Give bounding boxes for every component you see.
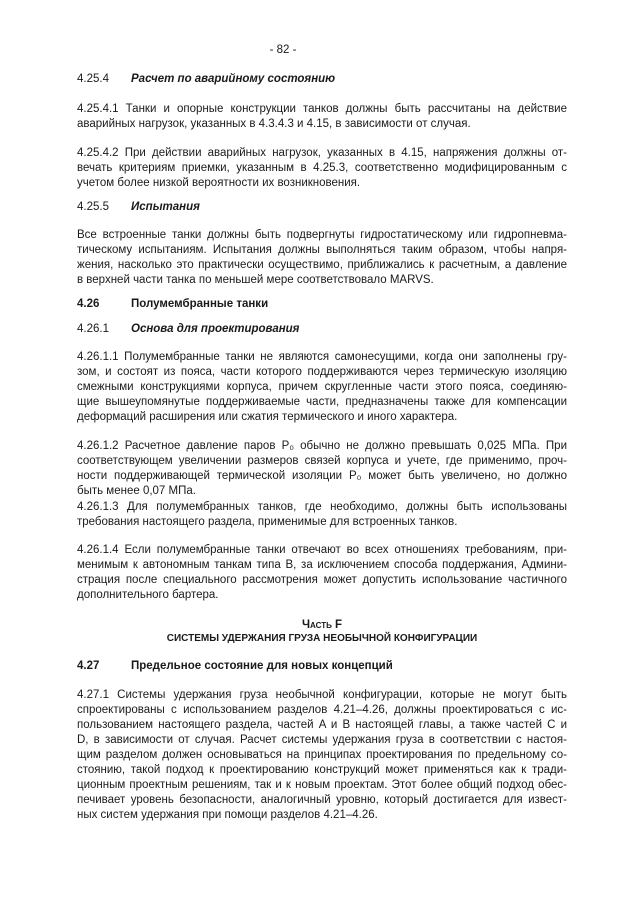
paragraph-line: ных систем удержания при помощи разделов 4.21–4.26.: [77, 809, 378, 821]
page-number: - 82 -: [269, 44, 297, 56]
paragraph-line: 4.26.1.3 Для полумембранных танков, где необходимо, должны быть использованы: [77, 501, 567, 513]
section-number: 4.27: [77, 660, 100, 672]
section-number: 4.26: [77, 298, 100, 310]
paragraph-line: щие вышеупомянутые поддерживаемые части, предназначены также для компенсации: [77, 396, 567, 408]
paragraph-line: 4.27.1 Системы удержания груза необычной конфигурации, которые не могут быть: [77, 689, 567, 701]
paragraph-line: деформаций расширения или сжатия термического и иного характера.: [77, 411, 458, 423]
section-title: Испытания: [131, 201, 200, 213]
paragraph-line: аварийных нагрузок, указанных в 4.3.4.3 и 4.15, в зависимости от случая.: [77, 118, 471, 130]
heading-4-25-4: [77, 72, 567, 86]
section-number: 4.25.5: [77, 201, 109, 213]
paragraph-line: вечать критериям приемки, указанным в 4.25.3, соответственно модифицированным с: [77, 162, 567, 174]
paragraph-line: стоянию, такой подход к проектированию конструкций может применяться как к тради-: [77, 764, 567, 776]
paragraph-line: зом, и состоят из пояса, части которого поддерживаются через термическую изоляцию: [77, 366, 567, 378]
paragraph-line: щим разделом должен основываться на принципах проектирования по предельному со-: [77, 749, 567, 761]
paragraph-line: 4.25.4.2 При действии аварийных нагрузок, указанных в 4.15, напряжения должны от-: [77, 147, 567, 159]
paragraph-line: D, в зависимости от случая. Расчет системы удержания груза в соответствии с настоя-: [77, 734, 567, 746]
paragraph-line: 4.26.1.2 Расчетное давление паров P₀ обычно не должно превышать 0,025 МПа. При: [77, 440, 567, 452]
paragraph-line: соответствующем увеличении размеров связей корпуса и учете, где применимо, проч-: [77, 455, 567, 467]
paragraph-line: учетом более низкой вероятности их возникновения.: [77, 177, 361, 189]
paragraph-line: тическому испытаниям. Испытания должны выполняться таким образом, чтобы напря-: [77, 244, 567, 256]
section-title: Основа для проектирования: [131, 323, 300, 335]
paragraph-line: 4.26.1.1 Полумембранные танки не являются самонесущими, когда они заполнены гру-: [77, 351, 567, 363]
paragraph-line: спроектированы с использованием разделов 4.21–4.26, должны проектироваться с ис-: [77, 704, 567, 716]
paragraph-line: пользованием настоящего раздела, частей A и B настоящей главы, а также частей C и: [77, 719, 567, 731]
paragraph-line: быть менее 0,07 МПа.: [77, 485, 196, 497]
section-number: 4.26.1: [77, 323, 109, 335]
paragraph-line: ности поддерживающей термической изоляции P₀ может быть увеличено, но должно: [77, 470, 567, 482]
paragraph-line: ционным проектным решениям, так и к новым проектам. Этот более общий подход обес-: [77, 779, 567, 791]
paragraph-line: жения, насколько это практически осуществимо, приближались к расчетным, а давление: [77, 259, 567, 271]
section-title: Расчет по аварийному состоянию: [131, 73, 336, 85]
paragraph-line: менимым к автономным танкам типа B, за исключением способа поддержания, Админи-: [77, 559, 567, 571]
paragraph-line: требования настоящего раздела, применимые для встроенных танков.: [77, 516, 458, 528]
paragraph-line: Все встроенные танки должны быть подвергнуты гидростатическому или гидропневма-: [77, 229, 567, 241]
paragraph-line: 4.25.4.1 Танки и опорные конструкции танков должны быть рассчитаны на действие: [77, 103, 567, 115]
part-title: Часть F: [301, 619, 343, 631]
heading-4-26-1: [77, 322, 567, 336]
paragraph-line: страция после специального рассмотрения может допустить использование частичного: [77, 574, 567, 586]
paragraph-line: смежными конструкциями корпуса, причем скругленные части этого пояса, соединяю-: [77, 381, 567, 393]
heading-4-26: [77, 297, 567, 311]
paragraph-line: печивает уровень безопасности, аналогичный уровню, который достигается для извест-: [77, 794, 567, 806]
heading-4-25-5: [77, 200, 567, 214]
paragraph-line: дополнительного бартера.: [77, 589, 219, 601]
heading-4-27: [77, 659, 567, 673]
section-number: 4.25.4: [77, 73, 109, 85]
section-title: Полумембранные танки: [131, 298, 269, 310]
section-title: Предельное состояние для новых концепций: [131, 660, 393, 672]
part-subtitle: СИСТЕМЫ УДЕРЖАНИЯ ГРУЗА НЕОБЫЧНОЙ КОНФИГУРАЦИИ: [166, 633, 478, 644]
paragraph-line: в верхней части танка по меньшей мере соответствовало MARVS.: [77, 274, 434, 286]
paragraph-line: 4.26.1.4 Если полумембранные танки отвечают во всех отношениях требованиям, при-: [77, 544, 567, 556]
